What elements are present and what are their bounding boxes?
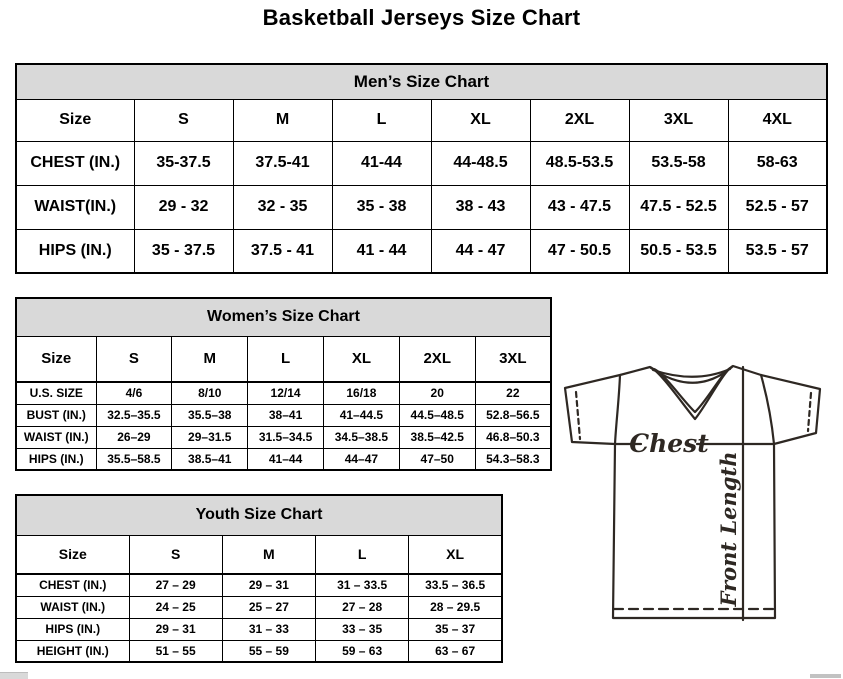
mens-cell: 48.5-53.5 — [530, 141, 629, 185]
mens-column-header: S — [134, 99, 233, 141]
page-title: Basketball Jerseys Size Chart — [262, 5, 581, 30]
scrollbar-artifact-left — [0, 672, 28, 679]
youth-column-header: XL — [409, 535, 502, 574]
mens-cell: 44 - 47 — [431, 229, 530, 273]
mens-cell: 53.5-58 — [629, 141, 728, 185]
womens-column-header: S — [96, 336, 172, 382]
womens-cell: 35.5–58.5 — [96, 448, 172, 470]
youth-column-header: M — [222, 535, 315, 574]
youth-size-chart-table — [15, 494, 503, 663]
womens-cell: 38.5–42.5 — [399, 426, 475, 448]
mens-column-header: 2XL — [530, 99, 629, 141]
scrollbar-artifact-right — [810, 674, 841, 678]
youth-cell: 27 – 28 — [316, 596, 409, 618]
jersey-armhole-seam-left — [615, 375, 620, 444]
mens-cell: 32 - 35 — [233, 185, 332, 229]
womens-column-header: 2XL — [399, 336, 475, 382]
womens-chart-title: Women’s Size Chart — [16, 298, 551, 336]
womens-cell: 44–47 — [323, 448, 399, 470]
youth-cell: 24 – 25 — [129, 596, 222, 618]
jersey-armhole-seam-right — [761, 375, 774, 444]
womens-cell: 44.5–48.5 — [399, 404, 475, 426]
womens-cell: 12/14 — [248, 382, 324, 404]
womens-column-header: 3XL — [475, 336, 551, 382]
mens-size-label: Size — [16, 99, 134, 141]
womens-size-chart-table — [15, 297, 552, 471]
table-row — [16, 640, 502, 662]
mens-cell: 52.5 - 57 — [728, 185, 827, 229]
jersey-measurement-diagram — [556, 358, 843, 630]
mens-column-header: L — [332, 99, 431, 141]
womens-cell: 31.5–34.5 — [248, 426, 324, 448]
mens-cell: 41 - 44 — [332, 229, 431, 273]
mens-cell: 47 - 50.5 — [530, 229, 629, 273]
table-row — [16, 229, 827, 273]
table-row — [16, 596, 502, 618]
womens-column-header: M — [172, 336, 248, 382]
mens-size-chart-table — [15, 63, 828, 274]
youth-cell: 55 – 59 — [222, 640, 315, 662]
womens-column-header: L — [248, 336, 324, 382]
youth-cell: 33 – 35 — [316, 618, 409, 640]
youth-cell: 59 – 63 — [316, 640, 409, 662]
youth-column-header: S — [129, 535, 222, 574]
mens-row-label: HIPS (IN.) — [16, 229, 134, 273]
mens-column-header: XL — [431, 99, 530, 141]
womens-cell: 35.5–38 — [172, 404, 248, 426]
womens-cell: 38.5–41 — [172, 448, 248, 470]
womens-cell: 16/18 — [323, 382, 399, 404]
table-row — [16, 448, 551, 470]
jersey-cuff-dashed-right — [808, 393, 811, 431]
youth-cell: 29 – 31 — [129, 618, 222, 640]
womens-cell: 20 — [399, 382, 475, 404]
mens-cell: 58-63 — [728, 141, 827, 185]
mens-cell: 41-44 — [332, 141, 431, 185]
womens-cell: 29–31.5 — [172, 426, 248, 448]
table-row — [16, 185, 827, 229]
womens-cell: 52.8–56.5 — [475, 404, 551, 426]
womens-cell: 4/6 — [96, 382, 172, 404]
youth-chart-title: Youth Size Chart — [16, 495, 502, 535]
mens-column-header: 3XL — [629, 99, 728, 141]
mens-cell: 35-37.5 — [134, 141, 233, 185]
mens-row-label: CHEST (IN.) — [16, 141, 134, 185]
youth-row-label: HIPS (IN.) — [16, 618, 129, 640]
womens-cell: 47–50 — [399, 448, 475, 470]
womens-cell: 32.5–35.5 — [96, 404, 172, 426]
youth-cell: 33.5 – 36.5 — [409, 574, 502, 596]
mens-column-header: M — [233, 99, 332, 141]
youth-cell: 63 – 67 — [409, 640, 502, 662]
youth-column-header: L — [316, 535, 409, 574]
youth-row-label: HEIGHT (IN.) — [16, 640, 129, 662]
table-row — [16, 618, 502, 640]
mens-cell: 43 - 47.5 — [530, 185, 629, 229]
table-row — [16, 141, 827, 185]
youth-cell: 35 – 37 — [409, 618, 502, 640]
table-row — [16, 382, 551, 404]
mens-column-header: 4XL — [728, 99, 827, 141]
youth-row-label: WAIST (IN.) — [16, 596, 129, 618]
jersey-cuff-dashed-left — [576, 392, 580, 439]
womens-column-header: XL — [323, 336, 399, 382]
mens-chart-title: Men’s Size Chart — [16, 64, 827, 99]
womens-cell: 54.3–58.3 — [475, 448, 551, 470]
mens-cell: 29 - 32 — [134, 185, 233, 229]
womens-cell: 46.8–50.3 — [475, 426, 551, 448]
front-length-label: Front Length — [716, 451, 741, 607]
youth-cell: 27 – 29 — [129, 574, 222, 596]
youth-cell: 25 – 27 — [222, 596, 315, 618]
youth-size-label: Size — [16, 535, 129, 574]
mens-cell: 50.5 - 53.5 — [629, 229, 728, 273]
youth-cell: 51 – 55 — [129, 640, 222, 662]
womens-size-label: Size — [16, 336, 96, 382]
table-row — [16, 404, 551, 426]
womens-row-label: BUST (IN.) — [16, 404, 96, 426]
womens-row-label: U.S. SIZE — [16, 382, 96, 404]
womens-row-label: HIPS (IN.) — [16, 448, 96, 470]
womens-row-label: WAIST (IN.) — [16, 426, 96, 448]
womens-cell: 22 — [475, 382, 551, 404]
youth-row-label: CHEST (IN.) — [16, 574, 129, 596]
mens-cell: 53.5 - 57 — [728, 229, 827, 273]
mens-cell: 37.5-41 — [233, 141, 332, 185]
table-row — [16, 574, 502, 596]
youth-cell: 28 – 29.5 — [409, 596, 502, 618]
mens-cell: 35 - 38 — [332, 185, 431, 229]
womens-cell: 8/10 — [172, 382, 248, 404]
womens-cell: 41–44 — [248, 448, 324, 470]
womens-cell: 38–41 — [248, 404, 324, 426]
mens-row-label: WAIST(IN.) — [16, 185, 134, 229]
youth-cell: 31 – 33.5 — [316, 574, 409, 596]
table-row — [16, 426, 551, 448]
youth-cell: 31 – 33 — [222, 618, 315, 640]
youth-cell: 29 – 31 — [222, 574, 315, 596]
mens-cell: 44-48.5 — [431, 141, 530, 185]
womens-cell: 34.5–38.5 — [323, 426, 399, 448]
mens-cell: 37.5 - 41 — [233, 229, 332, 273]
chest-label: Chest — [629, 429, 709, 458]
womens-cell: 41–44.5 — [323, 404, 399, 426]
jersey-outline — [565, 366, 820, 618]
mens-cell: 47.5 - 52.5 — [629, 185, 728, 229]
womens-cell: 26–29 — [96, 426, 172, 448]
mens-cell: 35 - 37.5 — [134, 229, 233, 273]
mens-cell: 38 - 43 — [431, 185, 530, 229]
